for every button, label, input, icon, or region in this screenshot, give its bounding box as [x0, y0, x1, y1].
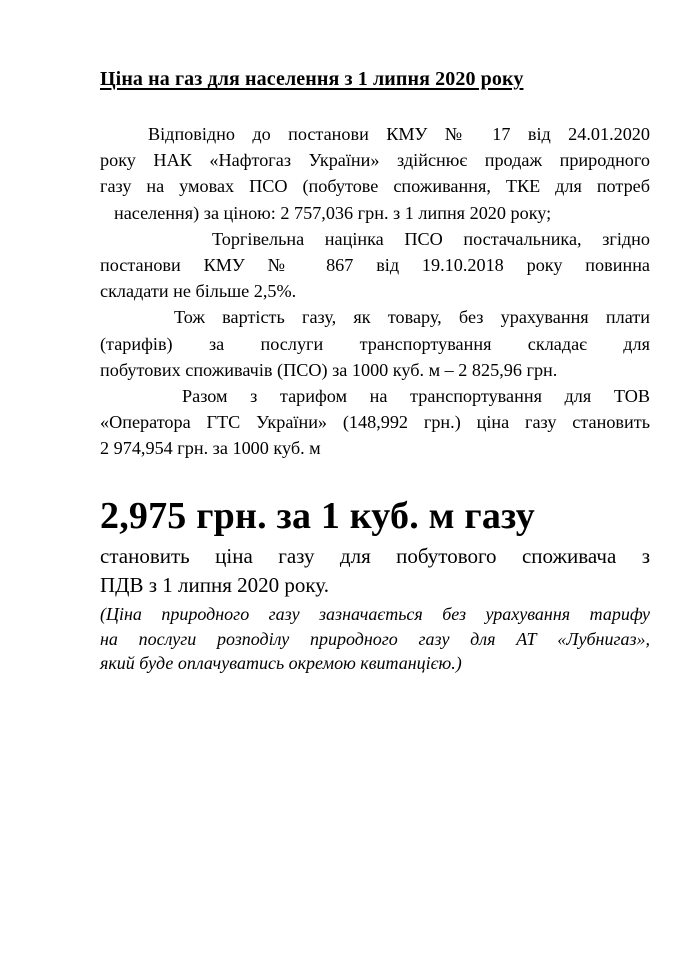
text-line: року НАК «Нафтогаз України» здійснює продаж природного [100, 150, 650, 171]
text-line: на послуги розподілу природного газу для АТ «Лубнигаз», [100, 628, 650, 649]
text-line: ПДВ з 1 липня 2020 року. [100, 573, 329, 597]
text-line: складати не більше 2,5%. [100, 281, 297, 302]
text-line: постанови КМУ № 867 від 19.10.2018 року повинна [100, 255, 650, 276]
text-line: 2 974,954 грн. за 1000 куб. м [100, 438, 321, 459]
text-line: Тож вартість газу, як товару, без урахування плати [174, 307, 650, 328]
text-line: який буде оплачуватись окремою квитанцією.) [100, 653, 462, 673]
text-line: побутових споживачів (ПСО) за 1000 куб. м – 2 825,96 грн. [100, 359, 558, 380]
italic-note [100, 602, 650, 676]
text-line: (Ціна природного газу зазначається без урахування тарифу [100, 604, 650, 624]
document-title: Ціна на газ для населення з 1 липня 2020 року [100, 68, 524, 90]
document-body [100, 121, 650, 462]
text-line: газу на умовах ПСО (побутове споживання, ТКЕ для потреб [100, 176, 650, 197]
text-line: Разом з тарифом на транспортування для ТОВ [182, 386, 650, 407]
paragraph-markup [100, 226, 650, 305]
text-line: Відповідно до постанови КМУ № 17 від 24.01.2020 [148, 124, 650, 144]
paragraph-transport-total [100, 383, 650, 462]
price-description [100, 542, 650, 600]
paragraph-commodity-cost [100, 304, 650, 383]
price-headline: 2,975 грн. за 1 куб. м газу [100, 495, 535, 537]
text-line: становить ціна газу для побутового споживача з [100, 544, 650, 568]
text-line: «Оператора ГТС України» (148,992 грн.) ціна газу становить [100, 412, 650, 433]
text-line: Торгівельна націнка ПСО постачальника, згідно [212, 228, 650, 249]
text-line: (тарифів) за послуги транспортування складає для [100, 333, 650, 354]
paragraph-pso-price [100, 121, 650, 226]
text-line: населення) за ціною: 2 757,036 грн. з 1 липня 2020 року; [114, 202, 552, 223]
